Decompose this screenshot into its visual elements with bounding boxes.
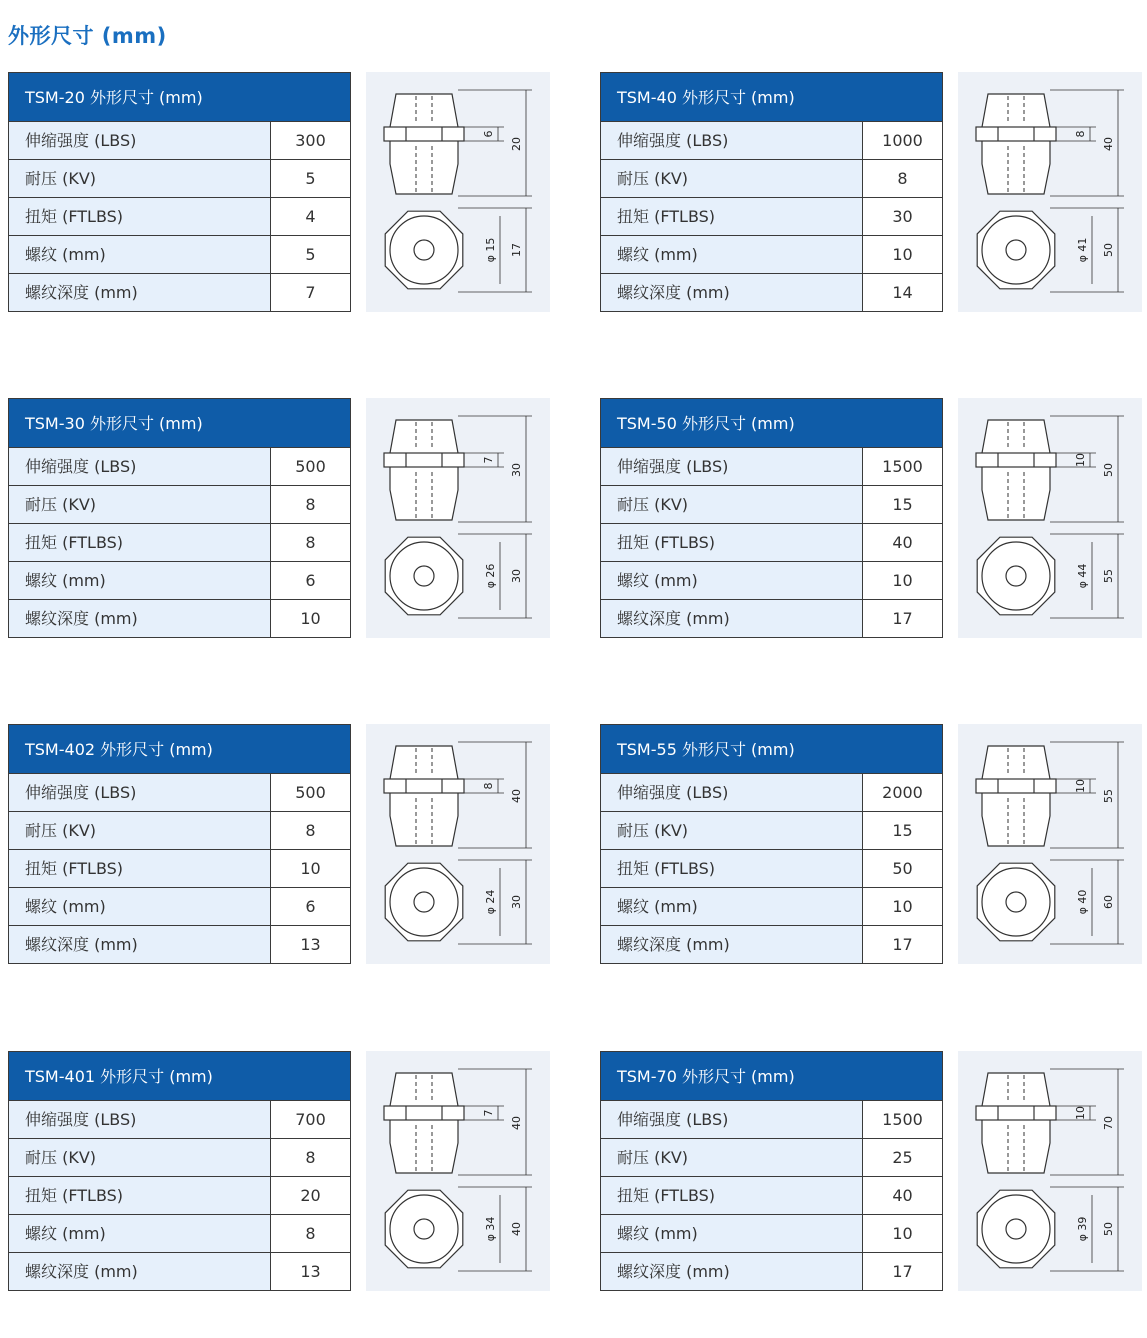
- spec-value: 8: [271, 812, 350, 849]
- insulator-band: [384, 1106, 464, 1120]
- spec-value: 1500: [863, 448, 942, 485]
- spec-label: 螺纹深度 (mm): [601, 926, 863, 963]
- insulator-drawing-svg: [958, 72, 1142, 312]
- dim-across-flats: 50: [1102, 1222, 1115, 1236]
- spec-value: 4: [271, 198, 350, 235]
- table-row: [601, 486, 942, 524]
- dim-total-height: 20: [510, 137, 523, 151]
- table-row: [9, 1177, 350, 1215]
- insulator-bottom-view: [385, 211, 463, 289]
- spec-table-title: TSM-20 外形尺寸 (mm): [9, 73, 350, 122]
- spec-table: [8, 724, 351, 964]
- spec-label: 耐压 (KV): [9, 486, 271, 523]
- spec-value: 14: [863, 274, 942, 311]
- table-row: [601, 1215, 942, 1253]
- spec-table-title: TSM-401 外形尺寸 (mm): [9, 1052, 350, 1101]
- table-row: [601, 774, 942, 812]
- table-row: [9, 1215, 350, 1253]
- spec-value: 7: [271, 274, 350, 311]
- spec-label: 螺纹 (mm): [9, 236, 271, 273]
- insulator-drawing: [366, 724, 550, 964]
- spec-label: 螺纹深度 (mm): [601, 274, 863, 311]
- table-row: [9, 926, 350, 963]
- spec-label: 扭矩 (FTLBS): [9, 850, 271, 887]
- spec-label: 扭矩 (FTLBS): [9, 1177, 271, 1214]
- dim-total-height: 55: [1102, 789, 1115, 803]
- insulator-bottom-view: [385, 1190, 463, 1268]
- spec-value: 10: [863, 888, 942, 925]
- spec-label: 耐压 (KV): [601, 486, 863, 523]
- spec-label: 螺纹深度 (mm): [9, 1253, 271, 1290]
- table-row: [9, 774, 350, 812]
- table-row: [9, 198, 350, 236]
- spec-label: 伸缩强度 (LBS): [601, 122, 863, 159]
- spec-value: 10: [863, 236, 942, 273]
- table-row: [9, 160, 350, 198]
- spec-block: [8, 1051, 553, 1291]
- spec-label: 耐压 (KV): [9, 160, 271, 197]
- table-row: [601, 160, 942, 198]
- spec-value: 500: [271, 774, 350, 811]
- table-row: [601, 888, 942, 926]
- dim-total-height: 70: [1102, 1116, 1115, 1130]
- spec-label: 螺纹 (mm): [601, 562, 863, 599]
- table-row: [601, 1101, 942, 1139]
- spec-table: [8, 1051, 351, 1291]
- spec-value: 10: [863, 562, 942, 599]
- table-row: [9, 524, 350, 562]
- insulator-drawing: [366, 398, 550, 638]
- spec-value: 17: [863, 600, 942, 637]
- dim-across-flats: 60: [1102, 895, 1115, 909]
- insulator-side-view: [390, 94, 458, 194]
- table-row: [9, 122, 350, 160]
- table-row: [601, 850, 942, 888]
- spec-value: 10: [271, 850, 350, 887]
- insulator-drawing-svg: [366, 398, 550, 638]
- spec-label: 耐压 (KV): [601, 1139, 863, 1176]
- spec-label: 耐压 (KV): [601, 160, 863, 197]
- table-row: [9, 850, 350, 888]
- spec-label: 螺纹 (mm): [9, 1215, 271, 1252]
- spec-table-title: TSM-40 外形尺寸 (mm): [601, 73, 942, 122]
- spec-label: 螺纹 (mm): [9, 888, 271, 925]
- dim-band-height: 10: [1074, 779, 1087, 793]
- dim-thread-diameter: φ 15: [484, 237, 497, 263]
- insulator-band: [976, 1106, 1056, 1120]
- spec-value: 10: [271, 600, 350, 637]
- table-row: [601, 926, 942, 963]
- dim-band-height: 6: [482, 130, 495, 138]
- table-row: [601, 448, 942, 486]
- spec-table: [8, 72, 351, 312]
- spec-value: 8: [271, 1215, 350, 1252]
- spec-value: 20: [271, 1177, 350, 1214]
- dim-total-height: 40: [1102, 137, 1115, 151]
- table-row: [9, 1101, 350, 1139]
- table-row: [601, 1177, 942, 1215]
- spec-table: [600, 398, 943, 638]
- insulator-drawing: [958, 72, 1142, 312]
- spec-value: 300: [271, 122, 350, 159]
- spec-table-title: TSM-402 外形尺寸 (mm): [9, 725, 350, 774]
- table-row: [9, 562, 350, 600]
- spec-table-title: TSM-55 外形尺寸 (mm): [601, 725, 942, 774]
- spec-label: 耐压 (KV): [601, 812, 863, 849]
- table-row: [9, 486, 350, 524]
- spec-block: [8, 724, 553, 964]
- spec-table-title: TSM-30 外形尺寸 (mm): [9, 399, 350, 448]
- dim-band-height: 10: [1074, 453, 1087, 467]
- dim-thread-diameter: φ 40: [1076, 889, 1089, 915]
- dim-band-height: 7: [482, 1109, 495, 1117]
- spec-value: 13: [271, 926, 350, 963]
- spec-value: 13: [271, 1253, 350, 1290]
- spec-label: 扭矩 (FTLBS): [9, 524, 271, 561]
- insulator-band: [976, 779, 1056, 793]
- spec-label: 螺纹 (mm): [601, 1215, 863, 1252]
- spec-value: 17: [863, 926, 942, 963]
- insulator-bottom-view: [977, 863, 1055, 941]
- dim-total-height: 40: [510, 1116, 523, 1130]
- spec-label: 耐压 (KV): [9, 812, 271, 849]
- spec-value: 15: [863, 812, 942, 849]
- spec-table: [600, 1051, 943, 1291]
- table-row: [9, 274, 350, 311]
- insulator-side-view: [390, 1073, 458, 1173]
- spec-table: [8, 398, 351, 638]
- spec-label: 伸缩强度 (LBS): [9, 1101, 271, 1138]
- spec-value: 15: [863, 486, 942, 523]
- table-row: [9, 600, 350, 637]
- spec-table-title: TSM-50 外形尺寸 (mm): [601, 399, 942, 448]
- spec-label: 伸缩强度 (LBS): [9, 774, 271, 811]
- spec-block: [600, 1051, 1145, 1291]
- insulator-band: [384, 127, 464, 141]
- dim-across-flats: 30: [510, 569, 523, 583]
- table-row: [601, 1253, 942, 1290]
- spec-label: 螺纹深度 (mm): [9, 274, 271, 311]
- spec-label: 扭矩 (FTLBS): [9, 198, 271, 235]
- spec-label: 伸缩强度 (LBS): [9, 122, 271, 159]
- insulator-bottom-view: [977, 537, 1055, 615]
- spec-value: 50: [863, 850, 942, 887]
- insulator-drawing-svg: [366, 72, 550, 312]
- spec-label: 伸缩强度 (LBS): [601, 448, 863, 485]
- spec-value: 8: [271, 524, 350, 561]
- insulator-side-view: [982, 746, 1050, 846]
- insulator-drawing-svg: [366, 724, 550, 964]
- dim-band-height: 8: [1074, 130, 1087, 138]
- table-row: [9, 888, 350, 926]
- insulator-side-view: [982, 94, 1050, 194]
- spec-value: 500: [271, 448, 350, 485]
- dim-thread-diameter: φ 24: [484, 889, 497, 915]
- spec-label: 螺纹深度 (mm): [601, 600, 863, 637]
- page-title: 外形尺寸 (mm): [8, 24, 167, 48]
- spec-value: 6: [271, 888, 350, 925]
- dim-total-height: 30: [510, 463, 523, 477]
- dim-band-height: 10: [1074, 1106, 1087, 1120]
- table-row: [601, 562, 942, 600]
- spec-value: 17: [863, 1253, 942, 1290]
- table-row: [9, 1253, 350, 1290]
- spec-label: 伸缩强度 (LBS): [601, 774, 863, 811]
- spec-value: 5: [271, 160, 350, 197]
- insulator-drawing: [366, 1051, 550, 1291]
- insulator-drawing: [958, 724, 1142, 964]
- insulator-drawing: [958, 398, 1142, 638]
- spec-value: 700: [271, 1101, 350, 1138]
- dim-across-flats: 50: [1102, 243, 1115, 257]
- dim-thread-diameter: φ 39: [1076, 1216, 1089, 1242]
- spec-label: 螺纹 (mm): [9, 562, 271, 599]
- spec-value: 2000: [863, 774, 942, 811]
- spec-block: [8, 398, 553, 638]
- insulator-side-view: [982, 1073, 1050, 1173]
- spec-label: 螺纹 (mm): [601, 888, 863, 925]
- spec-table-title: TSM-70 外形尺寸 (mm): [601, 1052, 942, 1101]
- spec-value: 30: [863, 198, 942, 235]
- spec-label: 伸缩强度 (LBS): [601, 1101, 863, 1138]
- spec-label: 螺纹深度 (mm): [9, 600, 271, 637]
- insulator-bottom-view: [385, 537, 463, 615]
- dim-band-height: 7: [482, 456, 495, 464]
- spec-table: [600, 72, 943, 312]
- insulator-drawing-svg: [958, 724, 1142, 964]
- spec-label: 螺纹深度 (mm): [601, 1253, 863, 1290]
- spec-value: 1000: [863, 122, 942, 159]
- insulator-band: [976, 127, 1056, 141]
- insulator-band: [976, 453, 1056, 467]
- spec-block: [8, 72, 553, 312]
- insulator-bottom-view: [385, 863, 463, 941]
- spec-label: 扭矩 (FTLBS): [601, 198, 863, 235]
- dim-thread-diameter: φ 26: [484, 563, 497, 589]
- spec-label: 扭矩 (FTLBS): [601, 1177, 863, 1214]
- spec-label: 扭矩 (FTLBS): [601, 850, 863, 887]
- insulator-drawing: [366, 72, 550, 312]
- table-row: [601, 274, 942, 311]
- dim-thread-diameter: φ 44: [1076, 563, 1089, 589]
- dim-across-flats: 17: [510, 243, 523, 257]
- spec-label: 耐压 (KV): [9, 1139, 271, 1176]
- insulator-drawing-svg: [958, 398, 1142, 638]
- table-row: [601, 1139, 942, 1177]
- spec-value: 8: [271, 486, 350, 523]
- spec-table: [600, 724, 943, 964]
- spec-block: [600, 72, 1145, 312]
- spec-value: 8: [271, 1139, 350, 1176]
- spec-block: [600, 398, 1145, 638]
- spec-value: 25: [863, 1139, 942, 1176]
- insulator-drawing: [958, 1051, 1142, 1291]
- dim-across-flats: 30: [510, 895, 523, 909]
- dim-across-flats: 55: [1102, 569, 1115, 583]
- spec-value: 8: [863, 160, 942, 197]
- table-row: [601, 198, 942, 236]
- insulator-side-view: [390, 420, 458, 520]
- insulator-drawing-svg: [958, 1051, 1142, 1291]
- insulator-bottom-view: [977, 1190, 1055, 1268]
- table-row: [601, 122, 942, 160]
- spec-value: 6: [271, 562, 350, 599]
- spec-label: 伸缩强度 (LBS): [9, 448, 271, 485]
- table-row: [9, 236, 350, 274]
- insulator-bottom-view: [977, 211, 1055, 289]
- dim-band-height: 8: [482, 782, 495, 790]
- table-row: [9, 812, 350, 850]
- dim-thread-diameter: φ 41: [1076, 237, 1089, 263]
- table-row: [601, 812, 942, 850]
- table-row: [601, 524, 942, 562]
- insulator-drawing-svg: [366, 1051, 550, 1291]
- insulator-band: [384, 779, 464, 793]
- spec-label: 螺纹深度 (mm): [9, 926, 271, 963]
- table-row: [9, 1139, 350, 1177]
- spec-value: 5: [271, 236, 350, 273]
- insulator-side-view: [982, 420, 1050, 520]
- spec-value: 1500: [863, 1101, 942, 1138]
- spec-value: 10: [863, 1215, 942, 1252]
- dim-thread-diameter: φ 34: [484, 1216, 497, 1242]
- spec-value: 40: [863, 524, 942, 561]
- insulator-side-view: [390, 746, 458, 846]
- table-row: [601, 600, 942, 637]
- spec-block: [600, 724, 1145, 964]
- dim-across-flats: 40: [510, 1222, 523, 1236]
- dim-total-height: 40: [510, 789, 523, 803]
- spec-value: 40: [863, 1177, 942, 1214]
- table-row: [601, 236, 942, 274]
- dim-total-height: 50: [1102, 463, 1115, 477]
- spec-label: 螺纹 (mm): [601, 236, 863, 273]
- insulator-band: [384, 453, 464, 467]
- spec-label: 扭矩 (FTLBS): [601, 524, 863, 561]
- table-row: [9, 448, 350, 486]
